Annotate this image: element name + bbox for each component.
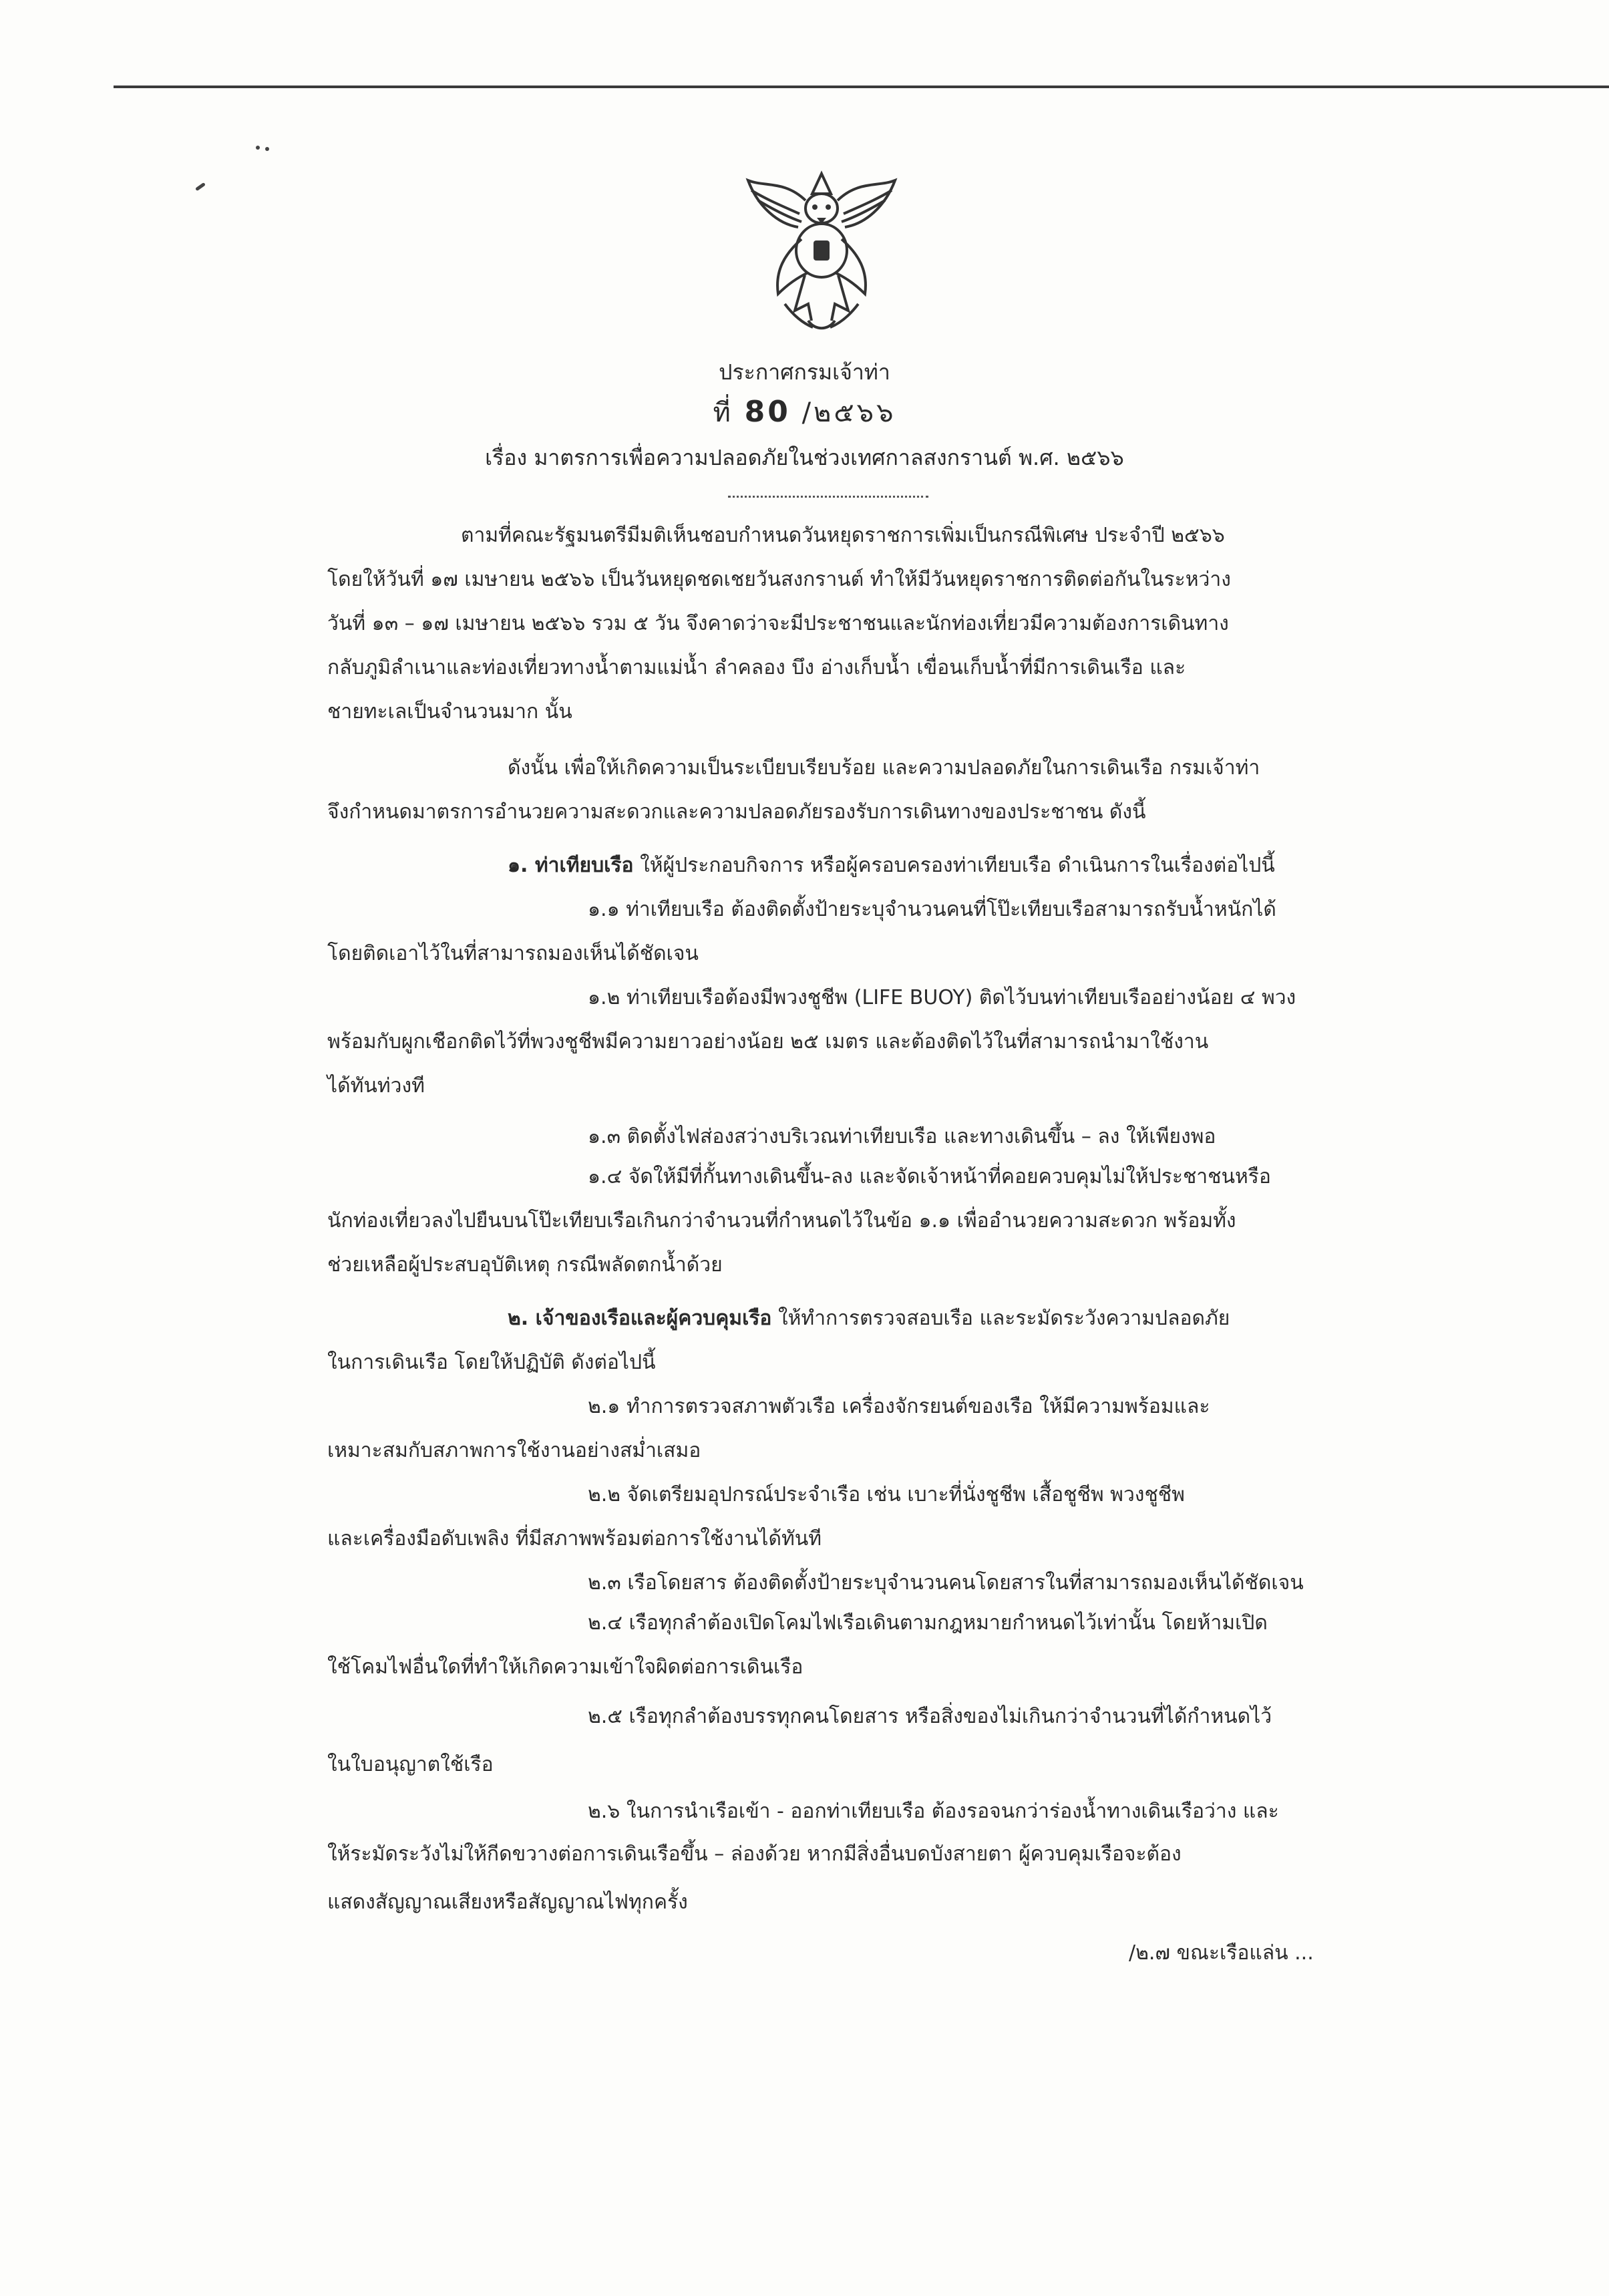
section-2-title: ๒. เจ้าของเรือและผู้ควบคุมเรือ bbox=[508, 1307, 772, 1330]
s1-item-1-4-cont2: ช่วยเหลือผู้ประสบอุบัติเหตุ กรณีพลัดตกน้ำด้วย bbox=[327, 1253, 723, 1277]
garuda-emblem-icon bbox=[738, 160, 905, 337]
s2-item-2-6-cont2: แสดงสัญญาณเสียงหรือสัญญาณไฟทุกครั้ง bbox=[327, 1891, 688, 1914]
scan-border-line bbox=[114, 86, 1609, 88]
scan-speck bbox=[256, 146, 260, 150]
s2-item-2-2-cont: และเครื่องมือดับเพลิง ที่มีสภาพพร้อมต่อการใช้งานได้ทันที bbox=[327, 1527, 822, 1550]
subject-line: เรื่อง มาตรการเพื่อความปลอดภัยในช่วงเทศกาลสงกรานต์ พ.ศ. ๒๕๖๖ bbox=[485, 445, 1124, 470]
number-suffix: /๒๕๖๖ bbox=[801, 397, 896, 428]
number-prefix: ที่ bbox=[713, 397, 733, 428]
announcement-number bbox=[0, 391, 1609, 434]
s2-intro-cont: ในการเดินเรือ โดยให้ปฏิบัติ ดังต่อไปนี้ bbox=[327, 1351, 656, 1374]
p2-line-2: จึงกำหนดมาตรการอำนวยความสะดวกและความปลอดภัยรองรับการเดินทางของประชาชน ดังนี้ bbox=[327, 800, 1146, 824]
s2-item-2-3: ๒.๓ เรือโดยสาร ต้องติดตั้งป้ายระบุจำนวนคนโดยสารในที่สามารถมองเห็นได้ชัดเจน bbox=[588, 1571, 1304, 1595]
p1-line-3: วันที่ ๑๓ – ๑๗ เมษายน ๒๕๖๖ รวม ๕ วัน จึงคาดว่าจะมีประชาชนและนักท่องเที่ยวมีความต้องการเดินทาง bbox=[327, 612, 1229, 635]
scan-speck bbox=[265, 147, 269, 151]
s1-item-1-4: ๑.๔ จัดให้มีที่กั้นทางเดินขึ้น-ลง และจัดเจ้าหน้าที่คอยควบคุมไม่ให้ประชาชนหรือ bbox=[588, 1165, 1271, 1188]
number-value: 80 bbox=[744, 395, 791, 429]
s2-item-2-1: ๒.๑ ทำการตรวจสภาพตัวเรือ เครื่องจักรยนต์ของเรือ ให้มีความพร้อมและ bbox=[588, 1395, 1210, 1418]
s1-item-1-3: ๑.๓ ติดตั้งไฟส่องสว่างบริเวณท่าเทียบเรือ และทางเดินขึ้น – ลง ให้เพียงพอ bbox=[588, 1125, 1216, 1148]
p1-line-5: ชายทะเลเป็นจำนวนมาก นั้น bbox=[327, 700, 572, 723]
dotted-divider bbox=[728, 496, 928, 498]
s1-item-1-1: ๑.๑ ท่าเทียบเรือ ต้องติดตั้งป้ายระบุจำนวนคนที่โป๊ะเทียบเรือสามารถรับน้ำหนักได้ bbox=[588, 898, 1276, 921]
scan-speck bbox=[195, 182, 206, 191]
continuation-note: /๒.๗ ขณะเรือแล่น ... bbox=[1129, 1941, 1314, 1965]
section-2-heading bbox=[508, 1304, 1230, 1333]
p2-line-1: ดังนั้น เพื่อให้เกิดความเป็นระเบียบเรียบร้อย และความปลอดภัยในการเดินเรือ กรมเจ้าท่า bbox=[508, 756, 1260, 780]
s2-item-2-1-cont: เหมาะสมกับสภาพการใช้งานอย่างสม่ำเสมอ bbox=[327, 1439, 701, 1462]
section-1-intro: ให้ผู้ประกอบกิจการ หรือผู้ครอบครองท่าเทียบเรือ ดำเนินการในเรื่องต่อไปนี้ bbox=[640, 854, 1275, 877]
s2-item-2-6-cont: ให้ระมัดระวังไม่ให้กีดขวางต่อการเดินเรือขึ้น – ล่องด้วย หากมีสิ่งอื่นบดบังสายตา ผู้ควบคุมเรือจะต้อง bbox=[327, 1842, 1182, 1866]
s1-item-1-2: ๑.๒ ท่าเทียบเรือต้องมีพวงชูชีพ (LIFE BUOY) ติดไว้บนท่าเทียบเรืออย่างน้อย ๔ พวง bbox=[588, 986, 1296, 1009]
s1-item-1-1-cont: โดยติดเอาไว้ในที่สามารถมองเห็นได้ชัดเจน bbox=[327, 942, 699, 965]
p1-line-1: ตามที่คณะรัฐมนตรีมีมติเห็นชอบกำหนดวันหยุดราชการเพิ่มเป็นกรณีพิเศษ ประจำปี ๒๕๖๖ bbox=[461, 524, 1225, 547]
s2-item-2-2: ๒.๒ จัดเตรียมอุปกรณ์ประจำเรือ เช่น เบาะที่นั่งชูชีพ เสื้อชูชีพ พวงชูชีพ bbox=[588, 1483, 1185, 1506]
p1-line-4: กลับภูมิลำเนาและท่องเที่ยวทางน้ำตามแม่น้ำ ลำคลอง บึง อ่างเก็บน้ำ เขื่อนเก็บน้ำที่มีการเดินเรือ และ bbox=[327, 656, 1186, 679]
s2-item-2-6: ๒.๖ ในการนำเรือเข้า - ออกท่าเทียบเรือ ต้องรอจนกว่าร่องน้ำทางเดินเรือว่าง และ bbox=[588, 1800, 1279, 1823]
p1-line-2: โดยให้วันที่ ๑๗ เมษายน ๒๕๖๖ เป็นวันหยุดชดเชยวันสงกรานต์ ทำให้มีวันหยุดราชการติดต่อกันในระหว่าง bbox=[327, 568, 1231, 591]
s2-item-2-5-cont: ในใบอนุญาตใช้เรือ bbox=[327, 1753, 494, 1776]
s1-item-1-2-cont2: ได้ทันท่วงที bbox=[327, 1074, 425, 1098]
s2-item-2-5: ๒.๕ เรือทุกลำต้องบรรทุกคนโดยสาร หรือสิ่งของไม่เกินกว่าจำนวนที่ได้กำหนดไว้ bbox=[588, 1705, 1272, 1728]
section-1-title: ๑. ท่าเทียบเรือ bbox=[508, 854, 634, 877]
section-2-intro: ให้ทำการตรวจสอบเรือ และระมัดระวังความปลอดภัย bbox=[778, 1307, 1230, 1330]
s1-item-1-4-cont: นักท่องเที่ยวลงไปยืนบนโป๊ะเทียบเรือเกินกว่าจำนวนที่กำหนดไว้ในข้อ ๑.๑ เพื่ออำนวยความสะดวก พร้อมทั้ง bbox=[327, 1209, 1236, 1233]
s1-item-1-2-cont: พร้อมกับผูกเชือกติดไว้ที่พวงชูชีพมีความยาวอย่างน้อย ๒๕ เมตร และต้องติดไว้ในที่สามารถนำมาใช้งาน bbox=[327, 1030, 1209, 1053]
s2-item-2-4: ๒.๔ เรือทุกลำต้องเปิดโคมไฟเรือเดินตามกฎหมายกำหนดไว้เท่านั้น โดยห้ามเปิด bbox=[588, 1611, 1268, 1635]
s2-item-2-4-cont: ใช้โคมไฟอื่นใดที่ทำให้เกิดความเข้าใจผิดต่อการเดินเรือ bbox=[327, 1655, 803, 1679]
agency-title: ประกาศกรมเจ้าท่า bbox=[719, 359, 890, 385]
section-1-heading bbox=[508, 851, 1275, 880]
